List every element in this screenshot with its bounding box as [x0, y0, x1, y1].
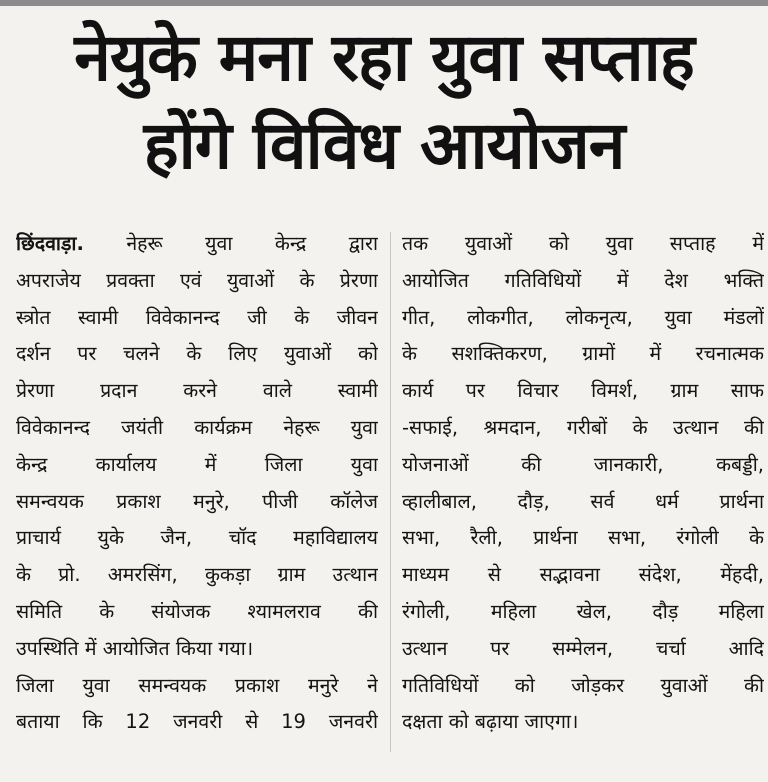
article-line: सभा, रैली, प्रार्थना सभा, रंगोली के [402, 526, 764, 550]
article-line: गतिविधियों को जोड़कर युवाओं की [402, 673, 764, 697]
article-line: प्रेरणा प्रदान करने वाले स्वामी [16, 379, 378, 403]
article-line: कार्य पर विचार विमर्श, ग्राम साफ [402, 379, 764, 403]
article-line: स्त्रोत स्वामी विवेकानन्द जी के जीवन [16, 305, 378, 329]
article-line: समिति के संयोजक श्यामलराव की [16, 599, 378, 623]
dateline: छिंदवाड़ा. [16, 232, 84, 255]
article-body [16, 226, 764, 766]
article-line: केन्द्र कार्यालय में जिला युवा [16, 452, 378, 476]
article-line-text: नेहरू युवा केन्द्र द्वारा [126, 232, 378, 255]
article-line: माध्यम से सद्भावना संदेश, मेंहदी, [402, 563, 764, 587]
headline [0, 14, 768, 190]
article-line: के सशक्तिकरण, ग्रामों में रचनात्मक [402, 342, 764, 366]
top-rule [0, 0, 768, 6]
article-line: आयोजित गतिविधियों में देश भक्ति [402, 268, 764, 292]
article-line: तक युवाओं को युवा सप्ताह में [402, 232, 764, 255]
article-line: उपस्थिति में आयोजित किया गया। [16, 636, 254, 660]
article-line: के प्रो. अमरसिंग, कुकड़ा ग्राम उत्थान [16, 563, 378, 587]
article-line: उत्थान पर सम्मेलन, चर्चा आदि [402, 636, 764, 660]
article-line: रंगोली, महिला खेल, दौड़ महिला [402, 599, 764, 623]
article-line: दक्षता को बढ़ाया जाएगा। [402, 710, 579, 734]
article-column-left [16, 226, 378, 741]
headline-line-2: होंगे विविध आयोजन [143, 107, 625, 184]
article-line: जिला युवा समन्वयक प्रकाश मनुरे ने [16, 673, 378, 697]
article-line: व्हालीबाल, दौड़, सर्व धर्म प्रार्थना [402, 489, 764, 513]
article-line: योजनाओं की जानकारी, कबड्डी, [402, 452, 764, 476]
article-line: दर्शन पर चलने के लिए युवाओं को [16, 342, 378, 366]
article-line: गीत, लोकगीत, लोकनृत्य, युवा मंडलों [402, 305, 764, 329]
article-line: बताया कि 12 जनवरी से 19 जनवरी [16, 710, 378, 734]
article-line: -सफाई, श्रमदान, गरीबों के उत्थान की [402, 415, 764, 439]
headline-line-1: नेयुके मना रहा युवा सप्ताह [74, 19, 694, 96]
article-line: विवेकानन्द जयंती कार्यक्रम नेहरू युवा [16, 415, 378, 439]
column-divider [390, 232, 391, 752]
article-column-right [402, 226, 764, 741]
article-line: प्राचार्य युके जैन, चॉद महाविद्यालय [16, 526, 378, 550]
article-line [16, 226, 378, 263]
article-line: अपराजेय प्रवक्ता एवं युवाओं के प्रेरणा [16, 268, 378, 292]
article-line: समन्वयक प्रकाश मनुरे, पीजी कॉलेज [16, 489, 378, 513]
